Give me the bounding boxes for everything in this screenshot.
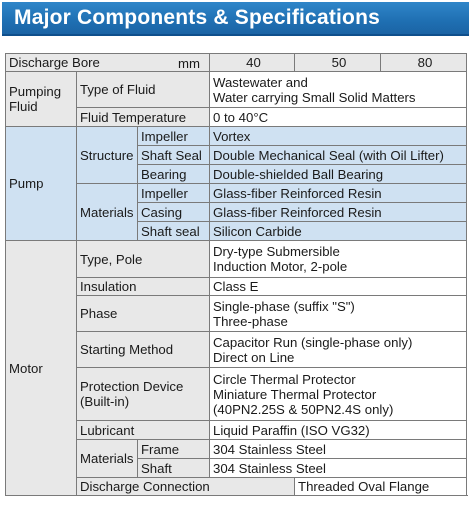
type-of-fluid-value: Wastewater and Water carrying Small Solid Matters xyxy=(210,72,467,108)
protection-device-value: Circle Thermal Protector Miniature Thermal Protector (40PN2.25S & 50PN2.4S only) xyxy=(210,368,467,421)
insulation-value: Class E xyxy=(210,278,467,296)
starting-method-label: Starting Method xyxy=(77,332,210,368)
phase-label: Phase xyxy=(77,296,210,332)
materials-impeller-value: Glass-fiber Reinforced Resin xyxy=(210,184,467,203)
discharge-connection-value: Threaded Oval Flange xyxy=(295,478,467,496)
insulation-label: Insulation xyxy=(77,278,210,296)
table-row xyxy=(6,241,467,278)
fluid-temperature-label: Fluid Temperature xyxy=(77,108,210,127)
frame-value: 304 Stainless Steel xyxy=(210,440,467,459)
materials-impeller-label: Impeller xyxy=(138,184,210,203)
table-row xyxy=(6,127,467,146)
page-title: Major Components & Specifications xyxy=(14,6,380,29)
fluid-temperature-value: 0 to 40°C xyxy=(210,108,467,127)
table-row xyxy=(6,54,467,72)
size-80: 80 xyxy=(381,54,467,72)
title-banner xyxy=(2,2,469,36)
materials-shaft-seal-label: Shaft seal xyxy=(138,222,210,241)
motor-label: Motor xyxy=(6,241,77,496)
protection-device-label: Protection Device (Built-in) xyxy=(77,368,210,421)
table-row xyxy=(6,72,467,108)
shaft-value: 304 Stainless Steel xyxy=(210,459,467,478)
lubricant-label: Lubricant xyxy=(77,421,210,440)
discharge-connection-label: Discharge Connection xyxy=(77,478,295,496)
materials-casing-value: Glass-fiber Reinforced Resin xyxy=(210,203,467,222)
spec-table-wrapper xyxy=(5,53,467,496)
type-pole-label: Type, Pole xyxy=(77,241,210,278)
frame-label: Frame xyxy=(138,440,210,459)
structure-impeller-value: Vortex xyxy=(210,127,467,146)
size-50: 50 xyxy=(295,54,381,72)
structure-shaft-seal-value: Double Mechanical Seal (with Oil Lifter) xyxy=(210,146,467,165)
discharge-bore-label: Discharge Bore xyxy=(6,54,210,72)
motor-materials-label: Materials xyxy=(77,440,138,478)
shaft-label: Shaft xyxy=(138,459,210,478)
structure-impeller-label: Impeller xyxy=(138,127,210,146)
starting-method-value: Capacitor Run (single-phase only) Direct on Line xyxy=(210,332,467,368)
discharge-bore-unit: mm xyxy=(178,56,200,71)
size-40: 40 xyxy=(210,54,295,72)
lubricant-value: Liquid Paraffin (ISO VG32) xyxy=(210,421,467,440)
structure-shaft-seal-label: Shaft Seal xyxy=(138,146,210,165)
pumping-fluid-label: Pumping Fluid xyxy=(6,72,77,127)
type-pole-value: Dry-type Submersible Induction Motor, 2-pole xyxy=(210,241,467,278)
materials-casing-label: Casing xyxy=(138,203,210,222)
structure-bearing-label: Bearing xyxy=(138,165,210,184)
phase-value: Single-phase (suffix "S") Three-phase xyxy=(210,296,467,332)
spec-table xyxy=(5,53,467,496)
structure-bearing-value: Double-shielded Ball Bearing xyxy=(210,165,467,184)
materials-shaft-seal-value: Silicon Carbide xyxy=(210,222,467,241)
structure-label: Structure xyxy=(77,127,138,184)
pump-materials-label: Materials xyxy=(77,184,138,241)
pump-label: Pump xyxy=(6,127,77,241)
type-of-fluid-label: Type of Fluid xyxy=(77,72,210,108)
